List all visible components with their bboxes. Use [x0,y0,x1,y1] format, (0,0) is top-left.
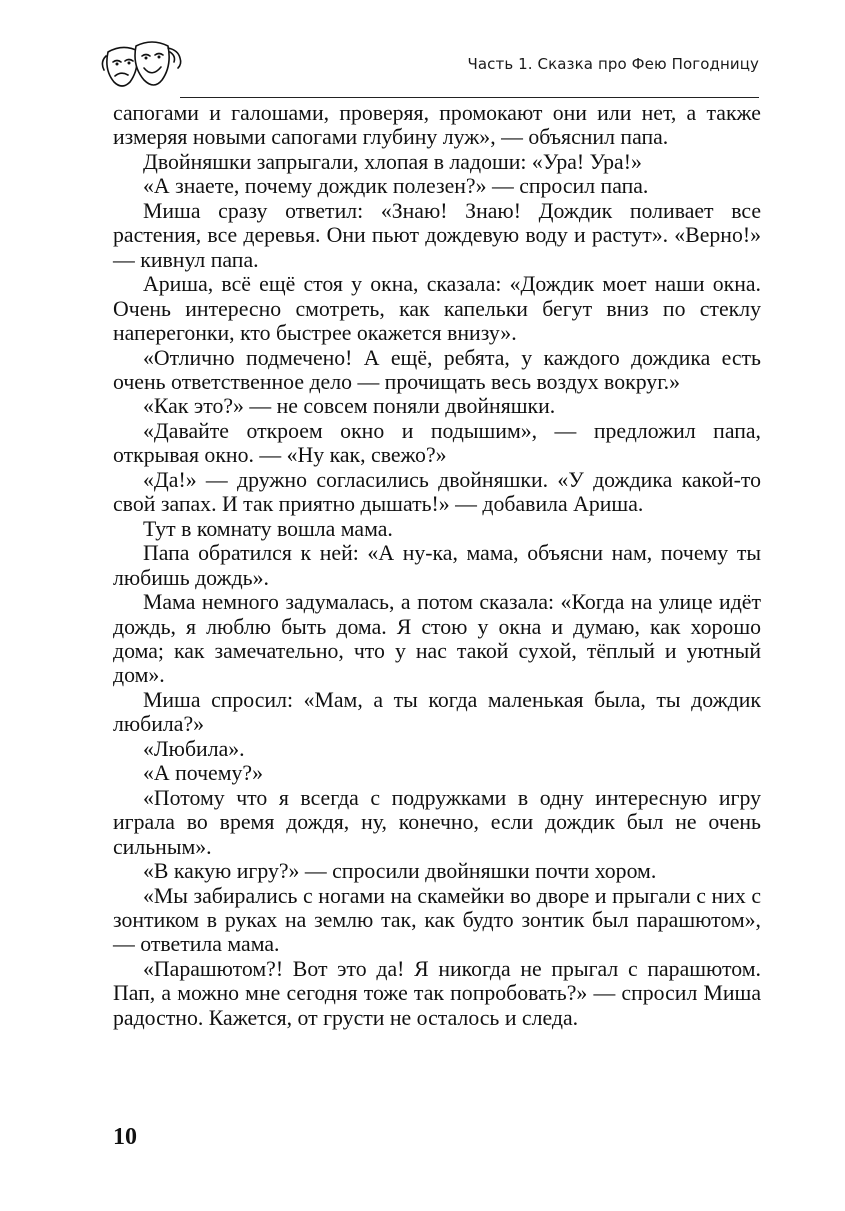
paragraph: Миша спросил: «Мам, а ты когда маленькая была, ты дождик любила?» [113,687,761,737]
paragraph: «Любила». [143,736,245,761]
paragraph: «Как это?» — не совсем поняли двойняшки. [143,394,556,419]
paragraph: «Парашютом?! Вот это да! Я никогда не прыгал с парашютом. Пап, а можно мне сегодня тоже так попробовать?» — спросил Миша радостно. Кажется, от грусти не осталось и следа. [113,956,761,1030]
running-header-title: Часть 1. Сказка про Фею Погодницу [467,55,759,73]
paragraph: Тут в комнату вошла мама. [143,516,393,541]
paragraph: «Да!» — дружно согласились двойняшки. «У дождика какой-то свой запах. И так приятно дышать!» — добавила Ариша. [113,467,761,517]
paragraph: «Мы забирались с ногами на скамейки во дворе и прыгали с них с зонтиком в руках на землю так, как будто зонтик был парашютом», — ответила мама. [113,883,761,957]
theatre-masks-icon [100,38,184,96]
page-number: 10 [113,1124,137,1150]
paragraph: Папа обратился к ней: «А ну-ка, мама, объясни нам, почему ты любишь дождь». [113,541,761,590]
paragraph: «Потому что я всегда с подружками в одну интересную игру играла во время дождя, ну, конечно, если дождик был не очень сильным». [113,785,761,859]
paragraph: Ариша, всё ещё стоя у окна, сказала: «Дождик моет наши окна. Очень интересно смотреть, как капельки бегут вниз по стеклу наперегонки, кто быстрее окажется внизу». [113,272,761,346]
paragraph: «В какую игру?» — спросили двойняшки почти хором. [143,859,657,884]
header-divider [180,97,759,98]
paragraph: «А знаете, почему дождик полезен?» — спросил папа. [143,174,649,199]
paragraph: «А почему?» [143,761,263,786]
paragraph: Мама немного задумалась, а потом сказала: «Когда на улице идёт дождь, я люблю быть дома. Я стою у окна и думаю, как хорошо дома; как замечательно, что у нас такой сухой, тёплый и уютный дом». [113,590,761,688]
paragraph: «Отлично подмечено! А ещё, ребята, у каждого дождика есть очень ответственное дело — прочищать весь воздух вокруг.» [113,345,761,394]
paragraph: Двойняшки запрыгали, хлопая в ладоши: «Ура! Ура!» [143,149,642,174]
paragraph: «Давайте откроем окно и подышим», — предложил папа, открывая окно. — «Ну как, свежо?» [113,418,761,468]
paragraph: Миша сразу ответил: «Знаю! Знаю! Дождик поливает все растения, все деревья. Они пьют дождевую воду и растут». «Верно!» — кивнул папа. [113,198,761,272]
paragraph: сапогами и галошами, проверяя, промокают они или нет, а также измеряя новыми сапогами глубину луж», — объяснил папа. [113,101,761,150]
body-text [113,101,761,1030]
